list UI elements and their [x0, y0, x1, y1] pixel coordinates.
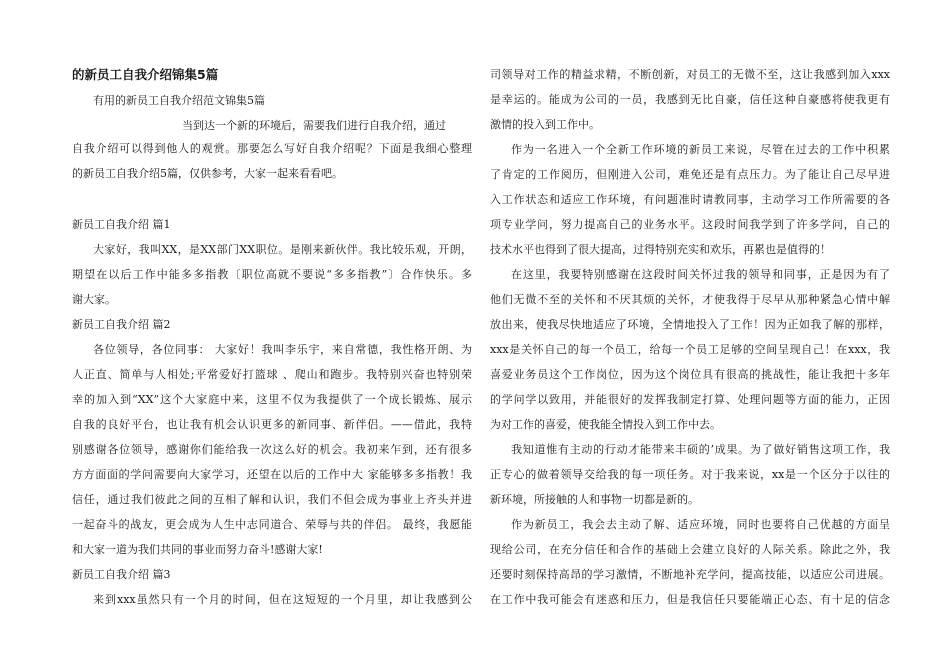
paragraph-line: 谢大家。	[72, 293, 116, 306]
paragraph-line: 别感谢各位领导，感谢你们能给我一次这么好的机会。我初来乍到，还有很多	[72, 443, 472, 456]
document-title: 的新员工自我介绍锦集5篇	[72, 68, 219, 82]
paragraph-line: 技术水平也得到了很大提高，过得特别充实和欢乐，再累也是值得的！	[490, 243, 831, 256]
paragraph-line: 新环境，所接触的人和事物一切都是新的。	[490, 493, 699, 506]
paragraph-line: 正专心的做着领导交给我的每一项任务。对于我来说，xx是一个区分于以往的	[490, 468, 890, 481]
paragraph-line: 信任，通过我们彼此之间的互相了解和认识，我们不但会成为事业上齐头并进	[72, 493, 472, 506]
paragraph-line: 放出来，使我尽快地适应了环境，全情地投入了工作！因为正如我了解的那样，	[490, 318, 890, 331]
paragraph-line: 人正直、简单与人相处;平常爱好打篮球 、爬山和跑步。我特别兴奋也特别荣	[72, 368, 472, 381]
paragraph-line: 各位领导，各位同事： 大家好！我叫李乐宇，来自常德，我性格开朗、为	[93, 343, 472, 356]
paragraph-line: 为对工作的喜爱，使我能全情投入到工作中去。	[490, 418, 721, 431]
paragraph-line: 大家好，我叫XX，是XX部门XX职位。是刚来新伙伴。我比较乐观，开朗，	[93, 243, 472, 256]
paragraph-line: 入工作状态和适应工作环境，有问题准时请教同事，主动学习工作所需要的各	[490, 193, 890, 206]
paragraph-line: 自我的良好平台，也让我有机会认识更多的新同事、新伴侣。——借此，我特	[72, 418, 472, 431]
paragraph-line: 来到xxx虽然只有一个月的时间，但在这短短的一个月里，却让我感到公	[93, 593, 472, 606]
section-heading: 新员工自我介绍 篇3	[72, 568, 171, 581]
intro-line: 当到达一个新的环境后，需要我们进行自我介绍，通过	[182, 119, 446, 132]
paragraph-line: 现给公司，在充分信任和合作的基础上会建立良好的人际关系。除此之外，我	[490, 543, 890, 556]
paragraph-line: 方方面面的学问需要向大家学习，还望在以后的工作中大 家能够多多指教！我	[72, 468, 472, 481]
paragraph-line: 喜爱业务员这个工作岗位，因为这个岗位具有很高的挑战性，能让我把十多年	[490, 368, 890, 381]
paragraph-line: 幸的加入到“XX”这个大家庭中来，这里不仅为我提供了一个成长锻炼、展示	[72, 393, 472, 406]
section-heading: 新员工自我介绍 篇1	[72, 218, 171, 231]
intro-line: 的新员工自我介绍5篇，仅供参考，大家一起来看看吧。	[72, 167, 343, 180]
intro-line: 自我介绍可以得到他人的观赏。那要怎么写好自我介绍呢？下面是我细心整理	[72, 142, 472, 155]
paragraph-line: 在这里，我要特别感谢在这段时间关怀过我的领导和同事，正是因为有了	[511, 268, 890, 281]
paragraph-line: 期望在以后工作中能多多指教〔职位高就不要说“多多指教”〕合作快乐。多	[72, 268, 472, 281]
paragraph-line: 激情的投入到工作中。	[490, 118, 600, 131]
paragraph-line: 他们无微不至的关怀和不厌其烦的关怀，才使我得于尽早从那种紧急心情中解	[490, 293, 890, 306]
paragraph-line: 和大家一道为我们共同的事业而努力奋斗!感谢大家!	[72, 543, 323, 556]
paragraph-line: xxx是关怀自己的每一个员工，给每一个员工足够的空间呈现自己！在xxx，我	[490, 343, 890, 356]
paragraph-line: 是幸运的。能成为公司的一员，我感到无比自豪，信任这种自豪感将使我更有	[490, 93, 890, 106]
paragraph-line: 的学问学以致用，并能很好的发挥我制定打算、处理问题等方面的能力，正因	[490, 393, 890, 406]
section-heading: 新员工自我介绍 篇2	[72, 318, 171, 331]
paragraph-line: 司领导对工作的精益求精，不断创新，对员工的无微不至，这让我感到加入xxx	[490, 68, 890, 81]
paragraph-line: 项专业学问，努力提高自己的业务水平。这段时间我学到了许多学问，自己的	[490, 218, 890, 231]
paragraph-line: 在工作中我可能会有迷惑和压力，但是我信任只要能端正心态、有十足的信念	[490, 593, 890, 606]
paragraph-line: 了肯定的工作阅历，但刚进入公司，难免还是有点压力。为了能让自己尽早进	[490, 168, 890, 181]
document-subtitle: 有用的新员工自我介绍范文锦集5篇	[93, 94, 265, 107]
paragraph-line: 我知道惟有主动的行动才能带来丰硕的’成果。为了做好销售这项工作，我	[511, 443, 890, 456]
paragraph-line: 一起奋斗的战友，更会成为人生中志同道合、荣辱与共的伴侣。 最终，我愿能	[72, 518, 472, 531]
paragraph-line: 还要时刻保持高昂的学习激情，不断地补充学问，提高技能，以适应公司进展。	[490, 568, 890, 581]
paragraph-line: 作为一名进入一个全新工作环境的新员工来说，尽管在过去的工作中积累	[511, 143, 890, 156]
paragraph-line: 作为新员工，我会去主动了解、适应环境，同时也要将自己优越的方面呈	[511, 518, 890, 531]
